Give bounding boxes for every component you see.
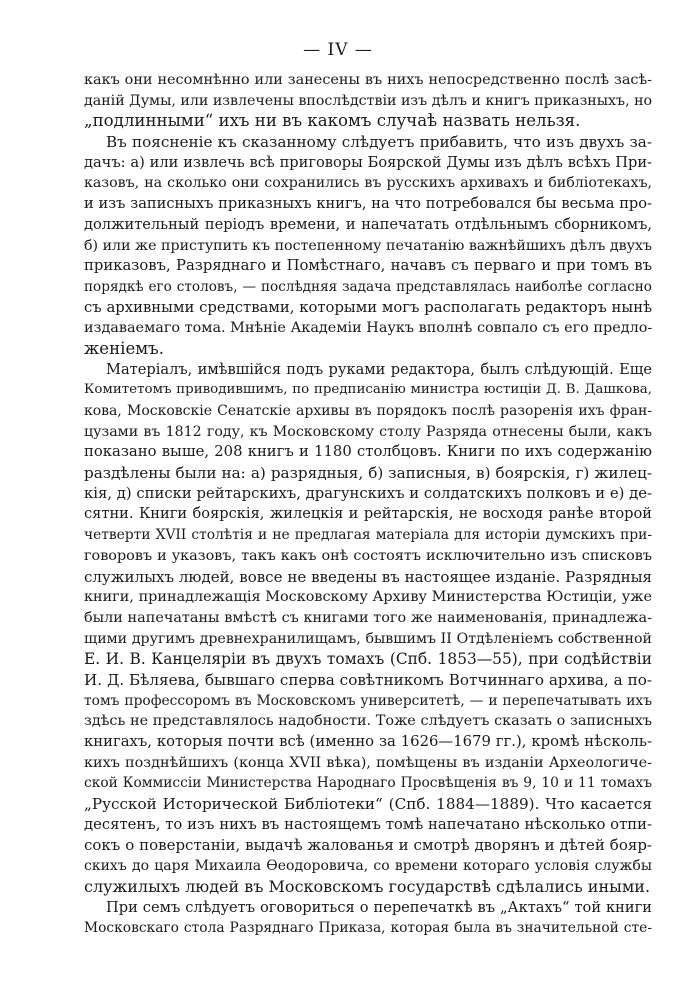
text-line: цузами въ 1812 году, къ Московскому столу Разряда отнесены были, какъ [84,423,652,440]
text-line: даній Думы, или извлечены впослѣдствіи изъ дѣлъ и книгъ приказныхъ, но [84,92,652,109]
text-line: сятни. Книги боярскія, жилецкія и рейтарскія, не восходя ранѣе второй [84,505,652,523]
text-line: „Русской Исторической Библіотеки“ (Спб. 1884—1889). Что касается [84,795,652,814]
text-line: женіемъ. [84,338,165,358]
text-line: здѣсь не представлялось надобности. Тоже слѣдуетъ сказать о записныхъ [84,713,652,730]
text-line: дачъ: а) или извлечь всѣ приговоры Боярской Думы изъ дѣлъ всѣхъ При- [84,153,652,171]
text-line: И. Д. Бѣляева, бывшаго сперва совѣтникомъ Вотчиннаго архива, а по- [84,670,652,689]
text-line: говоровъ и указовъ, такъ какъ онѣ состоятъ исключительно изъ списковъ [84,547,652,564]
text-line: Матеріалъ, имѣвшійся подъ руками редактора, былъ слѣдующій. Еще [106,360,652,378]
text-line: раздѣлены были на: а) разрядныя, б) записныя, в) боярскія, г) жилец- [84,464,652,483]
page-header-number: — IV — [303,40,373,60]
text-line: казовъ, на сколько они сохранились въ русскихъ архивахъ и библіотекахъ, [84,175,652,192]
text-line: книгахъ, которыя почти всѣ (именно за 1626—1679 гг.), кромѣ нѣсколь- [84,733,652,750]
text-line: издаваемаго тома. Мнѣніе Академіи Наукъ вполнѣ совпало съ его предло- [84,320,652,337]
text-line: какъ они несомнѣнно или занесены въ нихъ непосредственно послѣ засѣ- [84,72,652,88]
text-line: ской Коммиссіи Министерства Народнаго Просвѣщенія въ 9, 10 и 11 томахъ [84,775,652,792]
text-line: были напечатаны вмѣстѣ съ книгами того же наименованія, принадлежа- [84,609,652,626]
text-line: служилыхъ людей въ Московскомъ государствѣ сдѣлались иными. [84,876,651,896]
paragraph [84,132,652,360]
text-line: кихъ позднѣйшихъ (конца XVII вѣка), помѣщены въ изданіи Археологиче- [84,754,652,771]
text-line: приказовъ, Разряднаго и Помѣстнаго, начавъ съ перваго и при томъ въ [84,257,652,275]
text-line: Комитетомъ приводившимъ, по предписанію министра юстиціи Д. В. Дашкова, [84,382,652,398]
text-line: десятенъ, то изъ нихъ въ настоящемъ томѣ напечатано нѣсколько отпи- [84,815,652,833]
text-line: „подлинными“ ихъ ни въ какомъ случаѣ назвать нельзя. [84,111,581,131]
text-line: кія, д) списки рейтарскихъ, драгунскихъ и солдатскихъ полковъ и е) де- [84,484,652,502]
text-line: и изъ записныхъ приказныхъ книгъ, на что потребовался бы весьма про- [84,195,652,213]
text-line: четверти XVII столѣтія и не предлагая матеріала для исторіи думскихъ при- [84,527,652,544]
text-line: Московскаго стола Разряднаго Приказа, которая была въ значительной сте- [84,920,652,937]
text-line: показано выше, 208 книгъ и 1180 столбцовъ. Книги по ихъ содержанію [84,443,652,461]
text-line: При семъ слѣдуетъ оговориться о перепечаткѣ въ „Актахъ“ той книги [106,898,652,916]
text-line: книги, принадлежащія Московскому Архиву Министерства Юстиціи, уже [84,589,652,606]
text-line: служилыхъ людей, вовсе не введены въ настоящее изданіе. Разрядныя [84,567,652,586]
text-line: Въ поясненіе къ сказанному слѣдуетъ прибавить, что изъ двухъ за- [106,133,652,152]
text-line: должительный періодъ времени, и напечатать отдѣльнымъ сборникомъ, [84,215,652,233]
text-line: сокъ о поверстаніи, выдачѣ жалованья и смотрѣ дворянъ и дѣтей бояр- [84,836,652,855]
text-line: скихъ до царя Михаила Ѳеодоровича, со времени котораго условія службы [84,858,652,875]
text-line: томъ профессоромъ въ Московскомъ университетѣ, — и перепечатывать ихъ [84,692,652,709]
text-line: б) или же приступить къ постепенному печатанію важнѣйшихъ дѣлъ двухъ [84,237,652,254]
text-line: щими другимъ древнехранилищамъ, бывшимъ II Отдѣленіемъ собственной [84,630,652,647]
text-line: съ архивными средствами, которыми могъ располагать редакторъ нынѣ [84,298,652,316]
paragraph [84,898,652,939]
text-line: Е. И. В. Канцеляріи въ двухъ томахъ (Спб. 1853—55), при содѣйствіи [84,650,652,669]
text-line: порядкѣ его столовъ, — послѣдняя задача представлялась наиболѣе согласно [84,278,652,295]
paragraph [84,70,652,132]
text-line: кова, Московскіе Сенатскіе архивы въ порядокъ послѣ разоренія ихъ фран- [84,403,652,419]
paragraph [84,360,652,898]
body-text [84,70,652,939]
